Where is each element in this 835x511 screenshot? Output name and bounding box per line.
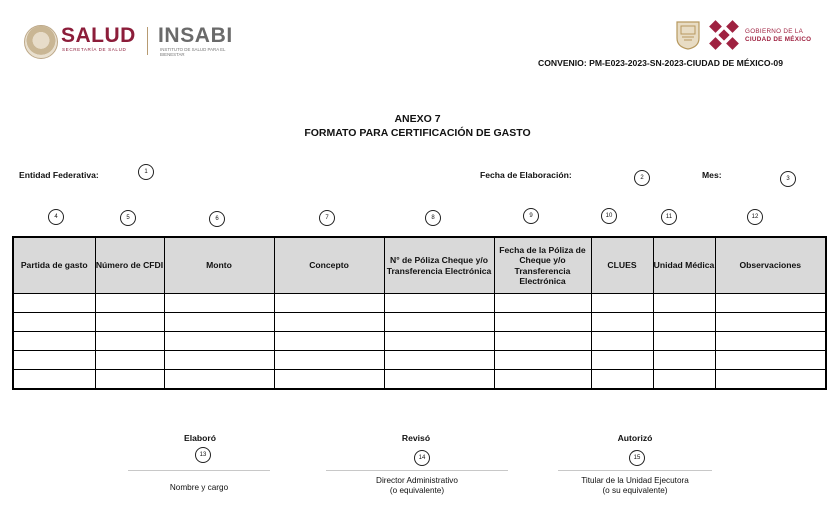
elaboro-title: Elaboró bbox=[184, 433, 216, 443]
table-cell[interactable] bbox=[13, 332, 95, 351]
table-cell[interactable] bbox=[494, 332, 591, 351]
column-number-circle: 10 bbox=[601, 208, 617, 224]
reviso-role-line2: (o equivalente) bbox=[389, 486, 445, 495]
convenio-code: CONVENIO: PM-E023-2023-SN-2023-CIUDAD DE MÉXICO-09 bbox=[538, 58, 783, 68]
reviso-title: Revisó bbox=[401, 433, 431, 443]
table-row bbox=[13, 351, 826, 370]
table-cell[interactable] bbox=[591, 351, 653, 370]
insabi-logo-subtitle: INSTITUTO DE SALUD PARA EL BIENESTAR bbox=[160, 47, 226, 57]
elaboro-role: Nombre y cargo bbox=[169, 483, 229, 492]
field-number-circle: 2 bbox=[634, 170, 650, 186]
table-row bbox=[13, 313, 826, 332]
entidad-federativa-label: Entidad Federativa: bbox=[19, 170, 99, 180]
signature-number-circle: 15 bbox=[629, 450, 645, 466]
column-number-circle: 8 bbox=[425, 210, 441, 226]
column-header: Partida de gasto bbox=[13, 237, 95, 294]
table-cell[interactable] bbox=[384, 332, 494, 351]
column-number-circle: 5 bbox=[120, 210, 136, 226]
document-title: ANEXO 7 bbox=[394, 113, 441, 125]
table-cell[interactable] bbox=[95, 351, 164, 370]
table-cell[interactable] bbox=[653, 313, 715, 332]
table-cell[interactable] bbox=[653, 370, 715, 390]
table-cell[interactable] bbox=[494, 313, 591, 332]
table-cell[interactable] bbox=[164, 294, 274, 313]
table-cell[interactable] bbox=[591, 313, 653, 332]
table-cell[interactable] bbox=[591, 332, 653, 351]
column-header: Unidad Médica bbox=[653, 237, 715, 294]
autorizo-role bbox=[548, 476, 722, 496]
autorizo-signature-line bbox=[558, 470, 712, 471]
field-number-circle: 1 bbox=[138, 164, 154, 180]
table-cell[interactable] bbox=[274, 351, 384, 370]
table-cell[interactable] bbox=[164, 332, 274, 351]
certification-table bbox=[12, 236, 827, 390]
table-cell[interactable] bbox=[95, 332, 164, 351]
table-cell[interactable] bbox=[274, 332, 384, 351]
cdmx-logo-icon bbox=[708, 19, 740, 51]
table-cell[interactable] bbox=[384, 351, 494, 370]
table-cell[interactable] bbox=[13, 370, 95, 390]
table-cell[interactable] bbox=[715, 351, 826, 370]
header-divider bbox=[147, 27, 148, 55]
table-cell[interactable] bbox=[384, 370, 494, 390]
table-cell[interactable] bbox=[653, 332, 715, 351]
autorizo-role-line2: (o su equivalente) bbox=[602, 486, 668, 495]
mes-label: Mes: bbox=[702, 170, 722, 180]
cdmx-gov-line1: GOBIERNO DE LA bbox=[745, 28, 804, 35]
autorizo-title: Autorizó bbox=[617, 433, 653, 443]
field-number-circle: 3 bbox=[780, 171, 796, 187]
table-cell[interactable] bbox=[715, 332, 826, 351]
table-cell[interactable] bbox=[653, 294, 715, 313]
table-cell[interactable] bbox=[715, 294, 826, 313]
table-cell[interactable] bbox=[274, 370, 384, 390]
cdmx-shield-icon bbox=[675, 20, 701, 50]
salud-logo-subtitle: SECRETARÍA DE SALUD bbox=[62, 47, 127, 52]
table-cell[interactable] bbox=[384, 313, 494, 332]
column-number-circle: 4 bbox=[48, 209, 64, 225]
table-cell[interactable] bbox=[715, 370, 826, 390]
table-row bbox=[13, 294, 826, 313]
table-cell[interactable] bbox=[494, 370, 591, 390]
signature-number-circle: 14 bbox=[414, 450, 430, 466]
table-cell[interactable] bbox=[164, 370, 274, 390]
document-subtitle: FORMATO PARA CERTIFICACIÓN DE GASTO bbox=[304, 127, 531, 139]
column-header: Fecha de la Póliza de Cheque y/o Transferencia Electrónica bbox=[494, 237, 591, 294]
salud-seal-logo bbox=[24, 25, 58, 59]
table-cell[interactable] bbox=[13, 313, 95, 332]
signature-number-circle: 13 bbox=[195, 447, 211, 463]
table-cell[interactable] bbox=[95, 370, 164, 390]
insabi-logo-text: INSABI bbox=[158, 24, 233, 47]
elaboro-signature-line bbox=[128, 470, 270, 471]
salud-logo-text: SALUD bbox=[61, 24, 136, 47]
column-header: Monto bbox=[164, 237, 274, 294]
table-cell[interactable] bbox=[591, 370, 653, 390]
table-cell[interactable] bbox=[715, 313, 826, 332]
table-cell[interactable] bbox=[164, 313, 274, 332]
column-number-circle: 7 bbox=[319, 210, 335, 226]
autorizo-role-line1: Titular de la Unidad Ejecutora bbox=[581, 476, 689, 485]
table-cell[interactable] bbox=[13, 351, 95, 370]
reviso-signature-line bbox=[326, 470, 508, 471]
table-cell[interactable] bbox=[384, 294, 494, 313]
reviso-role-line1: Director Administrativo bbox=[376, 476, 458, 485]
table-cell[interactable] bbox=[164, 351, 274, 370]
table-cell[interactable] bbox=[274, 294, 384, 313]
table-cell[interactable] bbox=[13, 294, 95, 313]
fecha-elaboracion-label: Fecha de Elaboración: bbox=[480, 170, 572, 180]
column-number-circle: 9 bbox=[523, 208, 539, 224]
column-header: Concepto bbox=[274, 237, 384, 294]
column-header: CLUES bbox=[591, 237, 653, 294]
column-header: Observaciones bbox=[715, 237, 826, 294]
column-number-circle: 12 bbox=[747, 209, 763, 225]
column-header: Número de CFDI bbox=[95, 237, 164, 294]
table-cell[interactable] bbox=[653, 351, 715, 370]
table-cell[interactable] bbox=[95, 313, 164, 332]
column-header: N° de Póliza Cheque y/o Transferencia Electrónica bbox=[384, 237, 494, 294]
table-cell[interactable] bbox=[494, 294, 591, 313]
table-cell[interactable] bbox=[591, 294, 653, 313]
table-row bbox=[13, 332, 826, 351]
column-number-circle: 6 bbox=[209, 211, 225, 227]
table-row bbox=[13, 370, 826, 390]
table-cell[interactable] bbox=[274, 313, 384, 332]
table-cell[interactable] bbox=[494, 351, 591, 370]
table-header-row bbox=[13, 237, 826, 294]
column-number-circle: 11 bbox=[661, 209, 677, 225]
cdmx-gov-line2: CIUDAD DE MÉXICO bbox=[745, 36, 812, 43]
reviso-role bbox=[326, 476, 508, 496]
table-cell[interactable] bbox=[95, 294, 164, 313]
